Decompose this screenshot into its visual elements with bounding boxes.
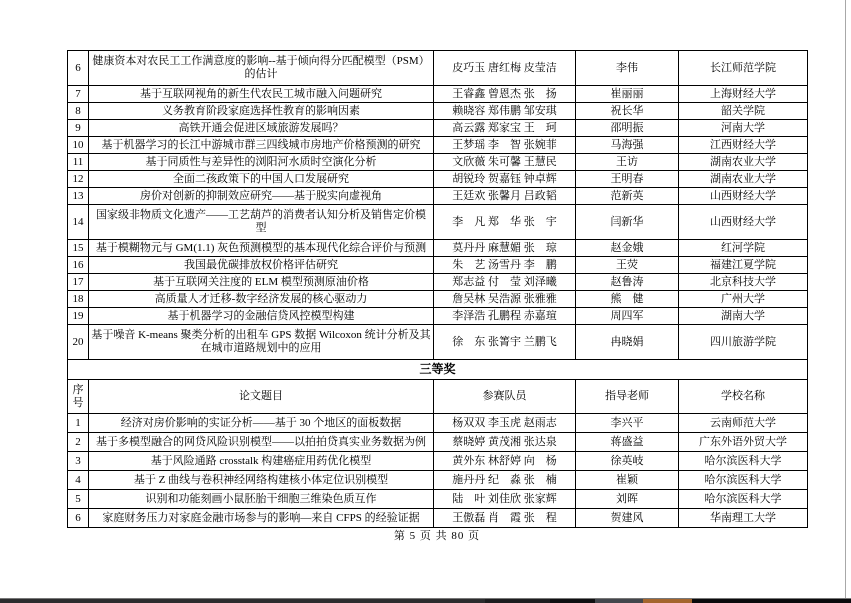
row-number: 8	[68, 103, 89, 120]
paper-title: 基于风险通路 crosstalk 构建癌症用药优化模型	[89, 452, 434, 471]
advisor: 祝长华	[576, 103, 679, 120]
advisor: 崔颖	[576, 471, 679, 490]
table-row	[68, 325, 808, 360]
school: 山西财经大学	[679, 188, 808, 205]
table-row	[68, 274, 808, 291]
table-row	[68, 308, 808, 325]
advisor: 闫新华	[576, 205, 679, 240]
table-row	[68, 509, 808, 528]
team-members: 莫丹丹 麻慧媚 张 琼	[434, 240, 576, 257]
advisor: 周四军	[576, 308, 679, 325]
team-members: 王睿鑫 曾恩杰 张 扬	[434, 86, 576, 103]
paper-title: 家庭财务压力对家庭金融市场参与的影响—来自 CFPS 的经验证据	[89, 509, 434, 528]
header-advisor: 指导老师	[576, 380, 679, 414]
taskbar-segment	[0, 599, 485, 603]
school: 福建江夏学院	[679, 257, 808, 274]
row-number: 11	[68, 154, 89, 171]
school: 华南理工大学	[679, 509, 808, 528]
row-number: 6	[68, 51, 89, 86]
school: 广东外语外贸大学	[679, 433, 808, 452]
row-number: 6	[68, 509, 89, 528]
advisor: 王明春	[576, 171, 679, 188]
school: 广州大学	[679, 291, 808, 308]
header-team-members: 参赛队员	[434, 380, 576, 414]
table-header-row	[68, 380, 808, 414]
taskbar-segment	[692, 599, 851, 603]
row-number: 15	[68, 240, 89, 257]
school: 山西财经大学	[679, 205, 808, 240]
paper-title: 基于互联网视角的新生代农民工城市融入问题研究	[89, 86, 434, 103]
school: 江西财经大学	[679, 137, 808, 154]
team-members: 蔡晓婷 黄茂湘 张达泉	[434, 433, 576, 452]
table-row	[68, 205, 808, 240]
paper-title: 基于模糊物元与 GM(1.1) 灰色预测模型的基本现代化综合评价与预测	[89, 240, 434, 257]
school: 河南大学	[679, 120, 808, 137]
taskbar-segment	[595, 599, 643, 603]
team-members: 李 凡 郑 华 张 宇	[434, 205, 576, 240]
school: 四川旅游学院	[679, 325, 808, 360]
table-row	[68, 137, 808, 154]
table-row	[68, 188, 808, 205]
row-number: 10	[68, 137, 89, 154]
header-row-number: 序号	[68, 380, 89, 414]
paper-title: 基于机器学习的长江中游城市群三四线城市房地产价格预测的研究	[89, 137, 434, 154]
row-number: 4	[68, 471, 89, 490]
team-members: 赖晓容 郑伟鹏 邹安琪	[434, 103, 576, 120]
section-row	[68, 360, 808, 380]
advisor: 刘晖	[576, 490, 679, 509]
table-row	[68, 154, 808, 171]
advisor: 王荧	[576, 257, 679, 274]
row-number: 16	[68, 257, 89, 274]
paper-title: 基于同质性与差异性的浏阳河水质时空演化分析	[89, 154, 434, 171]
paper-title: 全面二孩政策下的中国人口发展研究	[89, 171, 434, 188]
team-members: 徐 东 张箐宇 兰鹏飞	[434, 325, 576, 360]
taskbar-segment	[485, 599, 550, 603]
school: 哈尔滨医科大学	[679, 471, 808, 490]
row-number: 9	[68, 120, 89, 137]
table-row	[68, 433, 808, 452]
school: 红河学院	[679, 240, 808, 257]
advisor: 赵金娥	[576, 240, 679, 257]
row-number: 2	[68, 433, 89, 452]
award-results-table	[67, 50, 808, 528]
row-number: 3	[68, 452, 89, 471]
school: 湖南农业大学	[679, 171, 808, 188]
school: 长江师范学院	[679, 51, 808, 86]
row-number: 1	[68, 414, 89, 433]
advisor: 徐英岐	[576, 452, 679, 471]
school: 韶关学院	[679, 103, 808, 120]
team-members: 陆 叶 刘佳欣 张家辉	[434, 490, 576, 509]
team-members: 施丹丹 纪 淼 张 楠	[434, 471, 576, 490]
taskbar-segment	[550, 599, 595, 603]
advisor: 邵明振	[576, 120, 679, 137]
team-members: 王傲磊 肖 霞 张 程	[434, 509, 576, 528]
paper-title: 识别和功能刻画小鼠胚胎干细胞三维染色质互作	[89, 490, 434, 509]
header-row-container	[68, 380, 808, 414]
advisor: 蒋盛益	[576, 433, 679, 452]
school: 湖南农业大学	[679, 154, 808, 171]
page-number-footer: 第 5 页 共 80 页	[393, 530, 481, 542]
team-members: 文欣薇 朱可馨 王慧民	[434, 154, 576, 171]
team-members: 朱 艺 汤雪丹 李 鹏	[434, 257, 576, 274]
team-members: 詹吴林 吴浩源 张雅雅	[434, 291, 576, 308]
taskbar-segment	[643, 599, 692, 603]
team-members: 高云露 郑家宝 王 珂	[434, 120, 576, 137]
paper-title: 基于 Z 曲线与卷积神经网络构建核小体定位识别模型	[89, 471, 434, 490]
school: 北京科技大学	[679, 274, 808, 291]
team-members: 王梦瑶 李 智 张婉菲	[434, 137, 576, 154]
table-row	[68, 86, 808, 103]
advisor: 崔丽丽	[576, 86, 679, 103]
advisor: 冉晓娟	[576, 325, 679, 360]
paper-title: 基于机器学习的金融信贷风控模型构建	[89, 308, 434, 325]
advisor: 熊 健	[576, 291, 679, 308]
paper-title: 房价对创新的抑制效应研究——基于脱实向虚视角	[89, 188, 434, 205]
advisor: 李伟	[576, 51, 679, 86]
row-number: 17	[68, 274, 89, 291]
third-prize-rows	[68, 414, 808, 528]
header-school: 学校名称	[679, 380, 808, 414]
team-members: 胡锐玲 贺嘉钰 钟卓辉	[434, 171, 576, 188]
row-number: 14	[68, 205, 89, 240]
paper-title: 国家级非物质文化遗产——工艺葫芦的消费者认知分析及销售定价模型	[89, 205, 434, 240]
paper-title: 健康资本对农民工工作满意度的影响--基于倾向得分匹配模型（PSM）的估计	[89, 51, 434, 86]
table-row	[68, 240, 808, 257]
table-row	[68, 51, 808, 86]
table-row	[68, 120, 808, 137]
team-members: 皮巧玉 唐红梅 皮莹洁	[434, 51, 576, 86]
team-members: 郑志益 付 莹 刘泽曦	[434, 274, 576, 291]
advisor: 马海强	[576, 137, 679, 154]
team-members: 王廷欢 张馨月 吕政韬	[434, 188, 576, 205]
school: 哈尔滨医科大学	[679, 452, 808, 471]
team-members: 杨双双 李玉虎 赵雨志	[434, 414, 576, 433]
table-row	[68, 471, 808, 490]
advisor: 贺建风	[576, 509, 679, 528]
school: 哈尔滨医科大学	[679, 490, 808, 509]
table-row	[68, 257, 808, 274]
team-members: 李泽浩 孔鹏程 赤嘉瑄	[434, 308, 576, 325]
header-paper-title: 论文题目	[89, 380, 434, 414]
table-row	[68, 452, 808, 471]
advisor: 范新英	[576, 188, 679, 205]
row-number: 5	[68, 490, 89, 509]
paper-title: 基于多模型融合的网贷风险识别模型——以拍拍贷真实业务数据为例	[89, 433, 434, 452]
section-row-container	[68, 360, 808, 380]
advisor: 王访	[576, 154, 679, 171]
table-row	[68, 291, 808, 308]
row-number: 18	[68, 291, 89, 308]
advisor: 李兴平	[576, 414, 679, 433]
school: 云南师范大学	[679, 414, 808, 433]
paper-title: 基于噪音 K-means 聚类分析的出租车 GPS 数据 Wilcoxon 统计分析及其在城市道路规划中的应用	[89, 325, 434, 360]
table-row	[68, 414, 808, 433]
table-row	[68, 490, 808, 509]
school: 湖南大学	[679, 308, 808, 325]
advisor: 赵鲁涛	[576, 274, 679, 291]
row-number: 12	[68, 171, 89, 188]
row-number: 20	[68, 325, 89, 360]
paper-title: 基于互联网关注度的 ELM 模型预测原油价格	[89, 274, 434, 291]
paper-title: 经济对房价影响的实证分析——基于 30 个地区的面板数据	[89, 414, 434, 433]
bottom-taskbar-strip	[0, 598, 851, 603]
table-row	[68, 103, 808, 120]
section-title: 三等奖	[68, 360, 808, 380]
row-number: 13	[68, 188, 89, 205]
table-row	[68, 171, 808, 188]
page-edge-line	[845, 0, 846, 598]
second-prize-rows	[68, 51, 808, 360]
row-number: 19	[68, 308, 89, 325]
row-number: 7	[68, 86, 89, 103]
paper-title: 义务教育阶段家庭选择性教育的影响因素	[89, 103, 434, 120]
team-members: 黄外东 林舒婷 向 杨	[434, 452, 576, 471]
paper-title: 高铁开通会促进区域旅游发展吗？	[89, 120, 434, 137]
paper-title: 高质量人才迁移-数字经济发展的核心驱动力	[89, 291, 434, 308]
school: 上海财经大学	[679, 86, 808, 103]
paper-title: 我国最优碳排放权价格评估研究	[89, 257, 434, 274]
